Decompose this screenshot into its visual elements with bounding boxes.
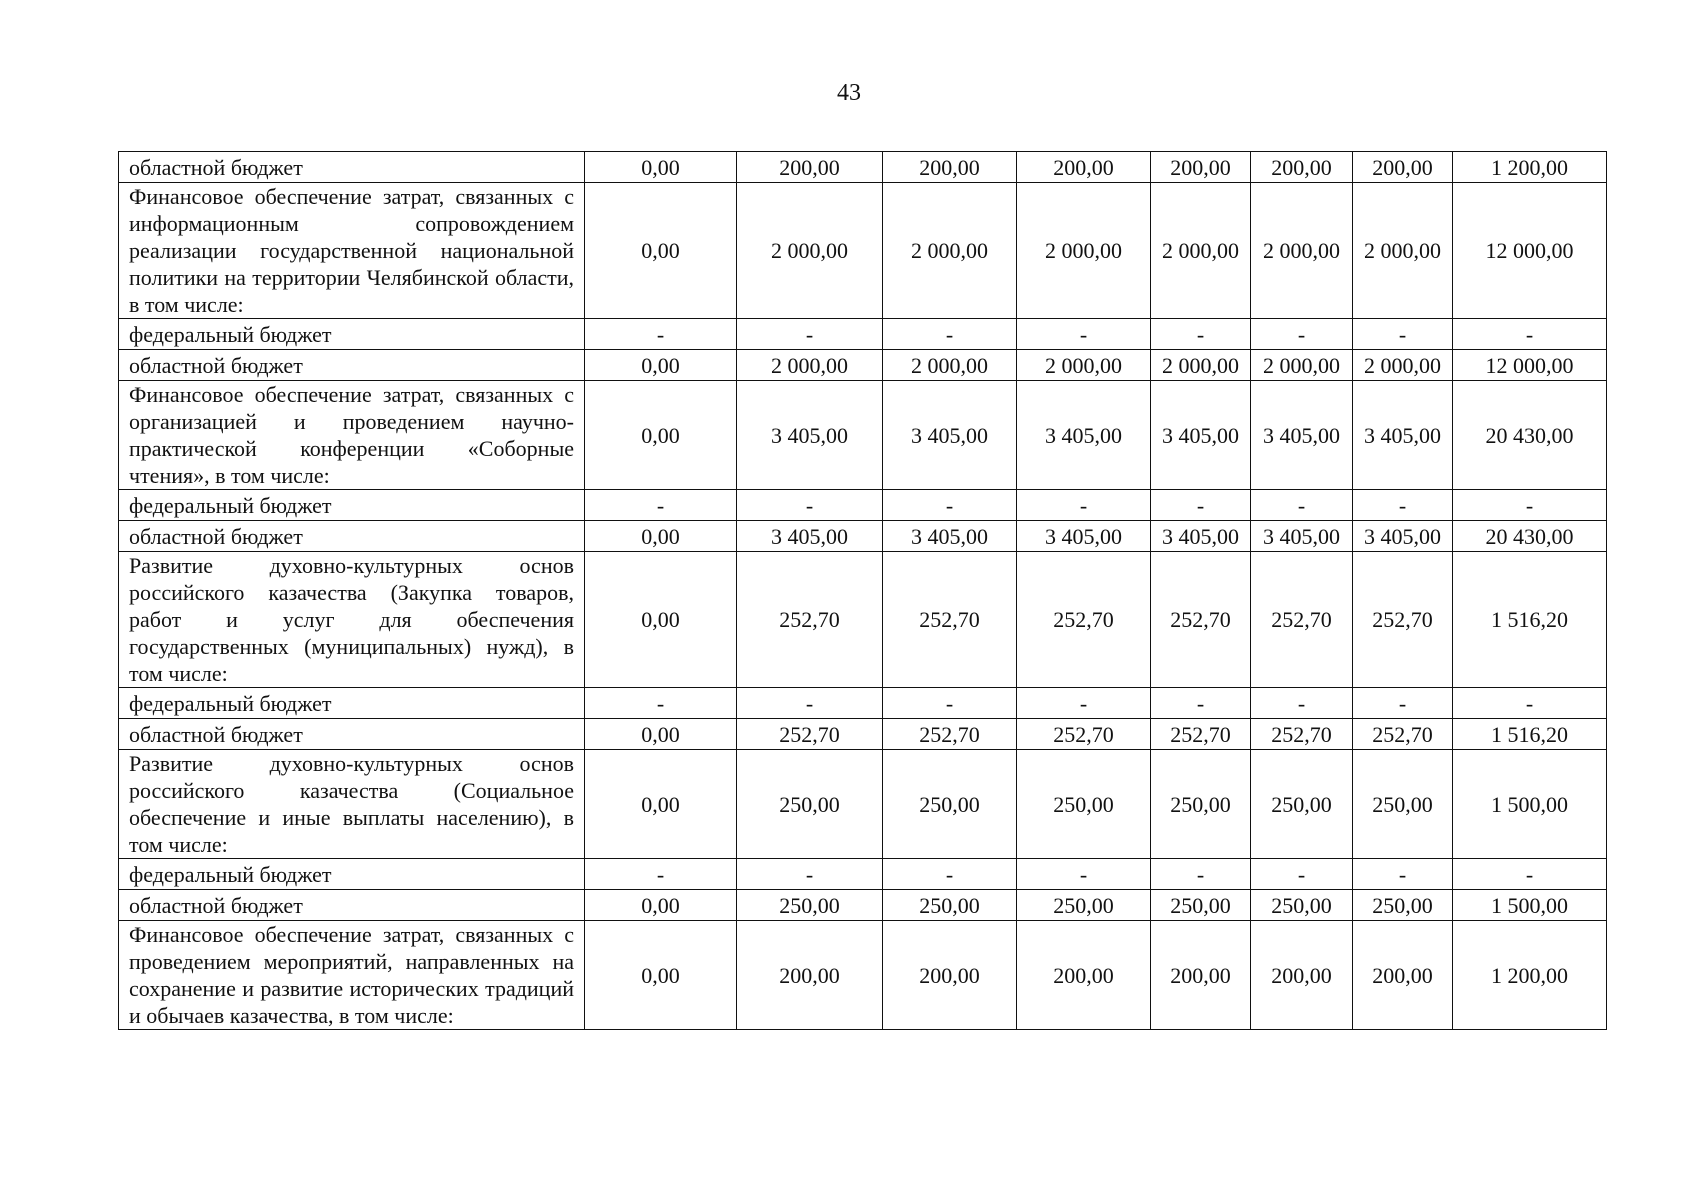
value-cell: - [1251,490,1353,521]
value-cell: 250,00 [1151,750,1251,859]
value-cell: - [1017,859,1151,890]
value-cell: 0,00 [585,552,737,688]
value-cell: - [1151,319,1251,350]
value-cell: 200,00 [1353,152,1453,183]
row-label: областной бюджет [119,350,585,381]
value-cell: 200,00 [1251,152,1353,183]
table-row [119,381,1607,490]
value-cell: - [585,859,737,890]
row-label: Финансовое обеспечение затрат, связанных с проведением мероприятий, направленных на сохранение и развитие исторических традиций и обычаев казачества, в том числе: [119,921,585,1030]
value-cell: 0,00 [585,381,737,490]
value-cell: 252,70 [1151,552,1251,688]
value-cell: 252,70 [737,719,883,750]
table-row [119,859,1607,890]
value-cell: 12 000,00 [1453,183,1607,319]
value-cell: 250,00 [1353,890,1453,921]
value-cell: - [883,859,1017,890]
value-cell: 0,00 [585,890,737,921]
row-label: Развитие духовно-культурных основ российского казачества (Социальное обеспечение и иные выплаты населению), в том числе: [119,750,585,859]
value-cell: 3 405,00 [883,521,1017,552]
value-cell: 0,00 [585,183,737,319]
value-cell: - [585,688,737,719]
value-cell: 252,70 [1017,552,1151,688]
value-cell: 200,00 [737,921,883,1030]
value-cell: - [883,490,1017,521]
value-cell: - [737,859,883,890]
value-cell: 200,00 [1017,921,1151,1030]
value-cell: 20 430,00 [1453,381,1607,490]
value-cell: 20 430,00 [1453,521,1607,552]
value-cell: - [883,319,1017,350]
value-cell: 1 200,00 [1453,152,1607,183]
value-cell: 200,00 [883,921,1017,1030]
value-cell: 1 200,00 [1453,921,1607,1030]
value-cell: 250,00 [737,890,883,921]
table-row [119,521,1607,552]
value-cell: 200,00 [1017,152,1151,183]
value-cell: - [585,490,737,521]
value-cell: 250,00 [1251,750,1353,859]
page-number: 43 [837,80,861,106]
value-cell: - [1017,688,1151,719]
value-cell: 250,00 [1017,890,1151,921]
value-cell: 250,00 [1151,890,1251,921]
value-cell: 252,70 [1151,719,1251,750]
value-cell: 3 405,00 [883,381,1017,490]
value-cell: 0,00 [585,750,737,859]
row-label: Финансовое обеспечение затрат, связанных с организацией и проведением научно-практической конференции «Соборные чтения», в том числе: [119,381,585,490]
value-cell: 252,70 [1017,719,1151,750]
table-row [119,319,1607,350]
value-cell: 3 405,00 [1251,381,1353,490]
value-cell: 1 516,20 [1453,552,1607,688]
value-cell: 2 000,00 [883,183,1017,319]
row-label: Финансовое обеспечение затрат, связанных с информационным сопровождением реализации государственной национальной политики на территории Челябинской области, в том числе: [119,183,585,319]
value-cell: 200,00 [737,152,883,183]
value-cell: 3 405,00 [1017,381,1151,490]
table-row [119,719,1607,750]
value-cell: 3 405,00 [1353,521,1453,552]
row-label: федеральный бюджет [119,688,585,719]
value-cell: - [1453,859,1607,890]
value-cell: 200,00 [1151,152,1251,183]
value-cell: 3 405,00 [1017,521,1151,552]
value-cell: 0,00 [585,152,737,183]
value-cell: 12 000,00 [1453,350,1607,381]
value-cell: 250,00 [1017,750,1151,859]
value-cell: 1 500,00 [1453,890,1607,921]
value-cell: - [737,688,883,719]
value-cell: - [1251,319,1353,350]
value-cell: 2 000,00 [737,183,883,319]
value-cell: - [1353,319,1453,350]
value-cell: - [1353,859,1453,890]
table-row [119,688,1607,719]
table-row [119,890,1607,921]
value-cell: 2 000,00 [883,350,1017,381]
value-cell: - [1353,688,1453,719]
value-cell: 250,00 [1353,750,1453,859]
row-label: областной бюджет [119,890,585,921]
value-cell: - [1151,688,1251,719]
value-cell: 2 000,00 [1017,183,1151,319]
value-cell: 2 000,00 [1151,183,1251,319]
row-label: федеральный бюджет [119,859,585,890]
value-cell: 2 000,00 [1251,183,1353,319]
value-cell: 250,00 [883,890,1017,921]
row-label: областной бюджет [119,719,585,750]
value-cell: 3 405,00 [1151,381,1251,490]
value-cell: 252,70 [883,719,1017,750]
value-cell: 3 405,00 [737,521,883,552]
value-cell: 200,00 [1151,921,1251,1030]
value-cell: 0,00 [585,719,737,750]
value-cell: 252,70 [737,552,883,688]
value-cell: 200,00 [1251,921,1353,1030]
table-row [119,490,1607,521]
value-cell: - [1251,859,1353,890]
value-cell: 252,70 [1353,719,1453,750]
row-label: областной бюджет [119,152,585,183]
table-row [119,750,1607,859]
value-cell: - [1017,490,1151,521]
value-cell: - [737,319,883,350]
value-cell: 252,70 [1251,719,1353,750]
table-row [119,152,1607,183]
value-cell: - [1453,319,1607,350]
table-row [119,183,1607,319]
value-cell: 1 500,00 [1453,750,1607,859]
value-cell: - [737,490,883,521]
value-cell: - [1353,490,1453,521]
budget-table [118,151,1607,1030]
value-cell: 200,00 [1353,921,1453,1030]
value-cell: 252,70 [1251,552,1353,688]
value-cell: - [1453,688,1607,719]
value-cell: 3 405,00 [1151,521,1251,552]
value-cell: 2 000,00 [737,350,883,381]
value-cell: 200,00 [883,152,1017,183]
value-cell: - [1017,319,1151,350]
table-row [119,552,1607,688]
value-cell: - [585,319,737,350]
row-label: федеральный бюджет [119,490,585,521]
value-cell: 250,00 [883,750,1017,859]
row-label: областной бюджет [119,521,585,552]
value-cell: - [1251,688,1353,719]
value-cell: 252,70 [883,552,1017,688]
value-cell: - [1453,490,1607,521]
value-cell: 2 000,00 [1151,350,1251,381]
value-cell: 3 405,00 [1353,381,1453,490]
row-label: федеральный бюджет [119,319,585,350]
value-cell: 1 516,20 [1453,719,1607,750]
value-cell: 2 000,00 [1017,350,1151,381]
table-row [119,921,1607,1030]
value-cell: 250,00 [1251,890,1353,921]
value-cell: 3 405,00 [1251,521,1353,552]
value-cell: 3 405,00 [737,381,883,490]
value-cell: 2 000,00 [1353,350,1453,381]
value-cell: 2 000,00 [1353,183,1453,319]
value-cell: 0,00 [585,350,737,381]
value-cell: - [883,688,1017,719]
value-cell: - [1151,490,1251,521]
table-row [119,350,1607,381]
value-cell: - [1151,859,1251,890]
value-cell: 0,00 [585,521,737,552]
value-cell: 250,00 [737,750,883,859]
value-cell: 2 000,00 [1251,350,1353,381]
value-cell: 0,00 [585,921,737,1030]
row-label: Развитие духовно-культурных основ российского казачества (Закупка товаров, работ и услуг для обеспечения государственных (муниципальных) нужд), в том числе: [119,552,585,688]
value-cell: 252,70 [1353,552,1453,688]
